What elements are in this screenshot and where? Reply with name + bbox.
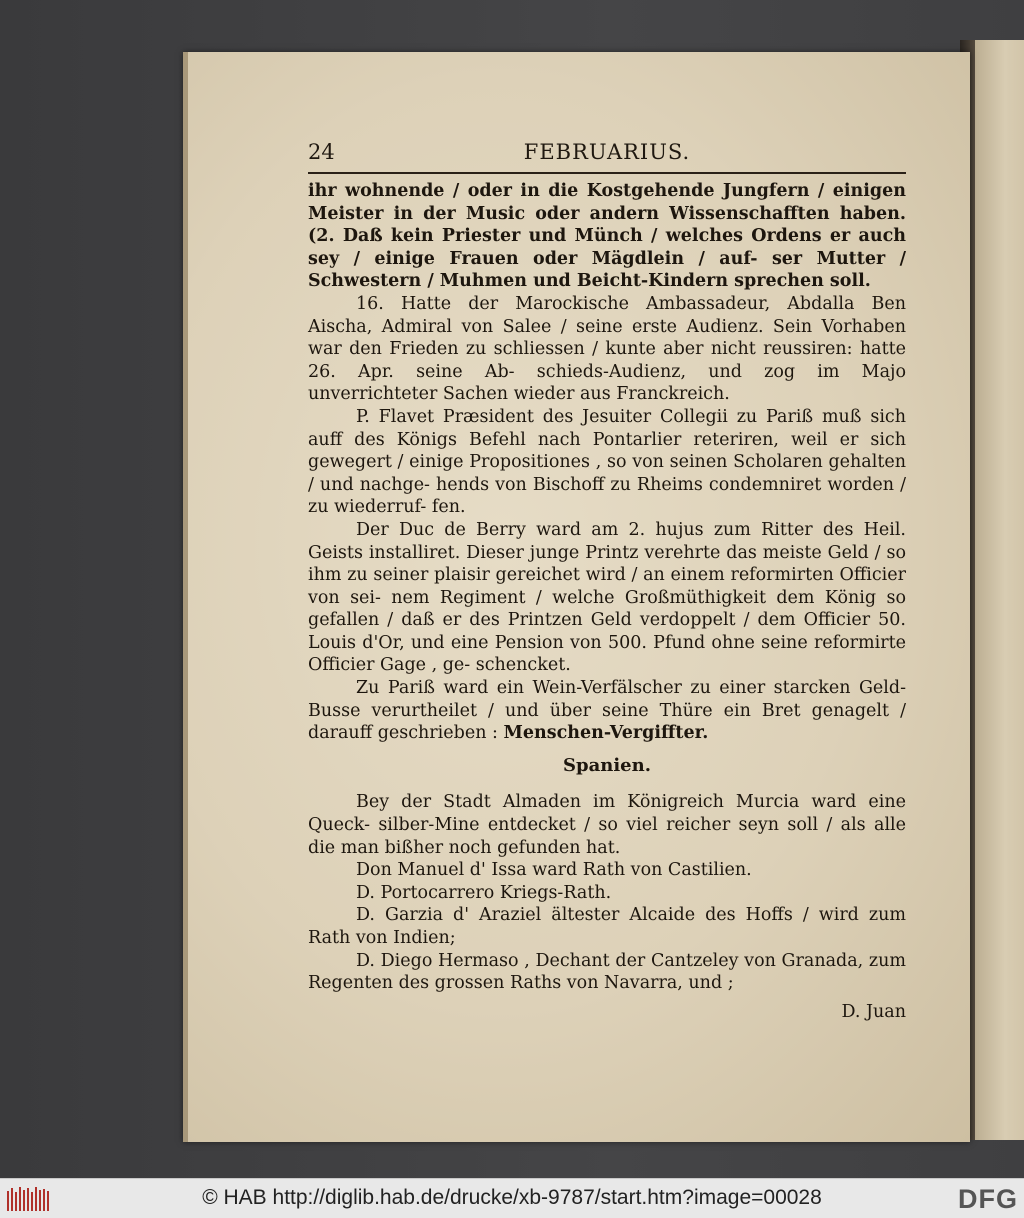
paragraph-almaden: Bey der Stadt Almaden im Königreich Murcia ward eine Queck- silber-Mine entdecket / so viel reicher seyn soll / als alle die man bißher noch gefunden hat.: [308, 792, 906, 858]
paragraph-manuel: Don Manuel d' Issa ward Rath von Castilien.: [356, 860, 752, 881]
paragraph-hermaso: D. Diego Hermaso , Dechant der Cantzeley von Granada, zum Regenten des grossen Raths von Navarra, und ;: [308, 950, 906, 994]
copyright-url-link[interactable]: © HAB http://diglib.hab.de/drucke/xb-9787/start.htm?image=00028: [202, 1186, 822, 1209]
running-title: FEBRUARIUS.: [523, 140, 691, 164]
paragraph-wein-verfaelscher: [308, 677, 906, 745]
next-page-edge: [975, 40, 1024, 1140]
page-header: [308, 136, 906, 176]
page-body: [308, 180, 906, 1023]
paragraph-ambassadeur: 16. Hatte der Marockische Ambassadeur, Abdalla Ben Aischa, Admiral von Salee / seine erste Audienz. Sein Vorhaben war den Frieden zu schliessen / kunte aber nicht reussiren: hatte 26. Apr. seine Ab- schieds-Audienz, und zog im Majo unverrichteter Sachen wieder aus Franckreich.: [308, 293, 906, 405]
header-rule: [308, 172, 906, 174]
inscription-text: Menschen-Vergiffter.: [503, 723, 709, 744]
wein-text: Zu Pariß ward ein Wein-Verfälscher zu einer starcken Geld- Busse verurtheilet / und über seine Thüre ein Bret genagelt / darauff geschrieben :: [308, 678, 906, 744]
dfg-logo[interactable]: DFG: [958, 1184, 1018, 1214]
paragraph-garzia: D. Garzia d' Araziel ältester Alcaide des Hoffs / wird zum Rath von Indien;: [308, 905, 906, 948]
section-heading-spanien: Spanien.: [563, 754, 651, 776]
footer-bar: [0, 1178, 1024, 1218]
paragraph-portocarrero: D. Portocarrero Kriegs-Rath.: [356, 882, 612, 903]
paragraph-continuation: ihr wohnende / oder in die Kostgehende Jungfern / einigen Meister in der Music oder andern Wissenschafften haben. (2. Daß kein Priester und Münch / welches Ordens er auch sey / einige Frauen oder Mägdlein / auf- ser Mutter / Schwestern / Muhmen und Beicht-Kindern sprechen soll.: [308, 181, 906, 292]
paragraph-duc-de-berry: Der Duc de Berry ward am 2. hujus zum Ritter des Heil. Geists installiret. Dieser junge Printz verehrte das meiste Geld / so ihm zu seiner plaisir gereichet wird / an einem reformirten Officier von sei- nem Regiment / welche Großmüthigkeit dem König so gefallen / daß er des Printzen Geld verdoppelt / dem Officier 50. Louis d'Or, und eine Pension von 500. Pfund ohne seine reformirte Officier Gage , ge- schencket.: [308, 519, 906, 676]
paragraph-jesuiter: P. Flavet Præsident des Jesuiter Collegii zu Pariß muß sich auff des Königs Befehl nach Pontarlier reteriren, weil er sich gewegert / einige Propositiones , so von seinen Scholaren gehalten / und nachge- hends von Bischoff zu Rheims condemniret worden / zu wiederruf- fen.: [308, 406, 906, 518]
catchword: D. Juan: [841, 1001, 906, 1022]
page-number: 24: [308, 140, 335, 164]
